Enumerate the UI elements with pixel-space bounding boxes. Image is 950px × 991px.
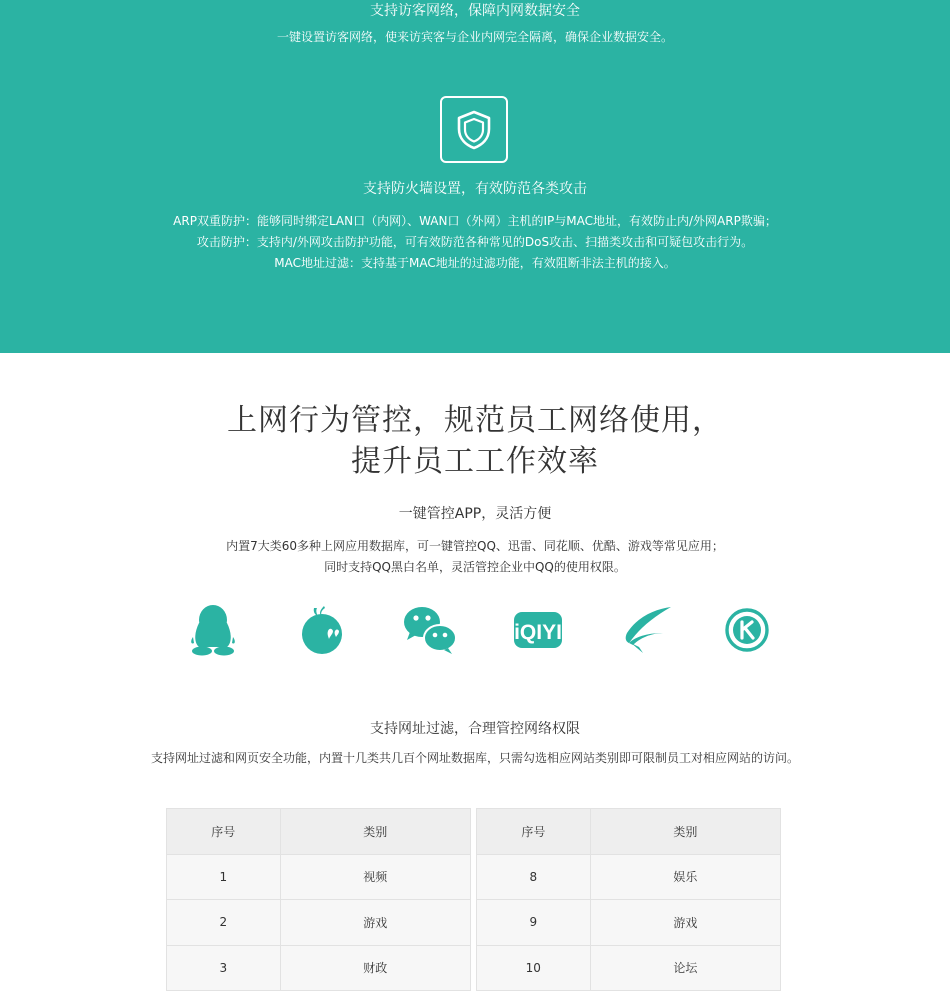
- headline-line: 上网行为管控，规范员工网络使用，: [227, 403, 723, 438]
- kugou-icon: [717, 600, 777, 660]
- firewall-desc: [0, 211, 950, 274]
- xunlei-icon: [292, 600, 352, 660]
- cell-category: 游戏: [280, 900, 470, 946]
- cell-category: 财政: [280, 945, 470, 991]
- table-header-row: [477, 809, 781, 855]
- iqiyi-icon: [508, 600, 568, 660]
- shield-icon: [455, 109, 493, 151]
- guest-network-title: 支持访客网络，保障内网数据安全: [370, 3, 580, 19]
- url-filter-desc: 支持网址过滤和网页安全功能，内置十几类共几百个网址数据库，只需勾选相应网站类别即可限制员工对相应网站的访问。: [150, 751, 799, 765]
- cell-no: 2: [167, 900, 281, 946]
- app-control-title: 一键管控APP，灵活方便: [398, 506, 552, 522]
- wechat-icon: [400, 600, 460, 660]
- behavior-headline: [0, 400, 950, 482]
- table-row: [167, 854, 471, 900]
- col-header-category: 类别: [280, 809, 470, 855]
- url-filter-title: 支持网址过滤，合理管控网络权限: [370, 721, 580, 737]
- cell-category: 娱乐: [590, 854, 780, 900]
- cell-no: 3: [167, 945, 281, 991]
- app-control-desc-line: 内置7大类60多种上网应用数据库，可一键管控QQ、迅雷、同花顺、优酷、游戏等常见应用；: [226, 539, 724, 553]
- svg-text:iQIYI: iQIYI: [514, 621, 562, 644]
- cell-no: 1: [167, 854, 281, 900]
- cell-no: 9: [477, 900, 591, 946]
- qq-icon: [183, 600, 243, 660]
- firewall-desc-line: 攻击防护：支持内/外网攻击防护功能，可有效防范各种常见的DoS攻击、扫描类攻击和可疑包攻击行为。: [196, 235, 754, 249]
- security-banner: [0, 0, 950, 353]
- cell-category: 视频: [280, 854, 470, 900]
- app-control-desc: [0, 536, 950, 578]
- cell-category: 游戏: [590, 900, 780, 946]
- col-header-category: 类别: [590, 809, 780, 855]
- guest-network-desc: 一键设置访客网络，使来访宾客与企业内网完全隔离，确保企业数据安全。: [276, 30, 673, 44]
- firewall-desc-line: MAC地址过滤：支持基于MAC地址的过滤功能，有效阻断非法主机的接入。: [274, 256, 676, 270]
- headline-line: 提升员工工作效率: [351, 444, 599, 479]
- firewall-title: 支持防火墙设置，有效防范各类攻击: [363, 181, 587, 197]
- category-table-right: [476, 808, 781, 991]
- table-row: [477, 854, 781, 900]
- col-header-no: 序号: [167, 809, 281, 855]
- tonghuashun-icon: [616, 600, 676, 660]
- cell-no: 8: [477, 854, 591, 900]
- cell-category: 论坛: [590, 945, 780, 991]
- app-icon-row: [0, 600, 950, 660]
- firewall-badge: [440, 96, 508, 163]
- table-row: [477, 945, 781, 991]
- table-row: [477, 900, 781, 946]
- category-table-left: [166, 808, 471, 991]
- app-control-desc-line: 同时支持QQ黑白名单，灵活管控企业中QQ的使用权限。: [324, 560, 626, 574]
- cell-no: 10: [477, 945, 591, 991]
- col-header-no: 序号: [477, 809, 591, 855]
- table-row: [167, 945, 471, 991]
- table-row: [167, 900, 471, 946]
- firewall-desc-line: ARP双重防护：能够同时绑定LAN口（内网）、WAN口（外网）主机的IP与MAC地址，有效防止内/外网ARP欺骗；: [173, 214, 777, 228]
- table-header-row: [167, 809, 471, 855]
